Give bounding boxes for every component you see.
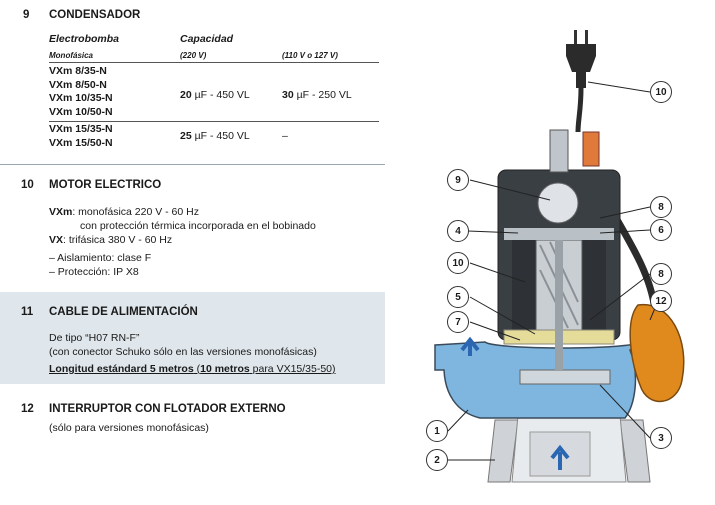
group1-capacity-220 bbox=[180, 89, 250, 101]
subheader-220v: (220 V) bbox=[180, 51, 207, 60]
std-length-bold: Longitud estándard 5 metros bbox=[49, 363, 194, 375]
capacitor-table bbox=[49, 33, 379, 153]
divider-rule bbox=[0, 164, 385, 165]
callout-2: 2 bbox=[426, 449, 448, 471]
section-title-interruptor: INTERRUPTOR CON FLOTADOR EXTERNO bbox=[49, 403, 286, 415]
capacity-unit: µF - 250 VL bbox=[293, 89, 352, 101]
callout-5: 5 bbox=[447, 286, 469, 308]
section-number-9: 9 bbox=[23, 9, 30, 21]
table-rule-header bbox=[49, 62, 379, 63]
upper-bearing-plate bbox=[504, 228, 614, 240]
callout-6: 6 bbox=[650, 219, 672, 241]
vx-label: VX bbox=[49, 234, 64, 246]
capacitor bbox=[538, 183, 578, 223]
model-name: VXm 15/35-N bbox=[49, 123, 113, 135]
group1-models bbox=[49, 65, 113, 119]
model-name: VXm 15/50-N bbox=[49, 136, 113, 149]
section-number-11: 11 bbox=[21, 306, 34, 318]
capacity-value: 20 bbox=[180, 89, 192, 101]
col-header-capacity: Capacidad bbox=[180, 33, 234, 45]
cable-top bbox=[578, 88, 581, 132]
section-title-condensador: CONDENSADOR bbox=[49, 9, 141, 21]
callout-11: 10 bbox=[650, 81, 672, 103]
motor-shaft bbox=[555, 240, 563, 370]
callout-7: 7 bbox=[447, 311, 469, 333]
section-number-10: 10 bbox=[21, 179, 34, 191]
group2-models bbox=[49, 123, 113, 150]
std-length-paren: ( bbox=[193, 363, 201, 375]
motor-vxm-line2: con protección térmica incorporada en el bobinado bbox=[80, 220, 316, 232]
capacity-value: 25 bbox=[180, 130, 192, 142]
callout-12: 12 bbox=[650, 290, 672, 312]
float-switch bbox=[630, 305, 684, 402]
std-length-rest: para VX15/35-50) bbox=[249, 363, 336, 375]
callout-3: 3 bbox=[650, 427, 672, 449]
callout-9: 9 bbox=[447, 169, 469, 191]
callout-8-upper: 8 bbox=[650, 196, 672, 218]
cable-standard-length bbox=[49, 362, 336, 376]
table-rule-mid bbox=[49, 121, 379, 122]
motor-vx-line bbox=[49, 233, 172, 247]
callout-10: 10 bbox=[447, 252, 469, 274]
std-length-bold-2: 10 metros bbox=[200, 363, 250, 375]
section-title-motor: MOTOR ELECTRICO bbox=[49, 179, 162, 191]
cable-inlet bbox=[583, 132, 599, 166]
col-header-pump: Electrobomba bbox=[49, 33, 120, 45]
section-title-cable: CABLE DE ALIMENTACIÓN bbox=[49, 306, 198, 318]
capacity-unit: µF - 450 VL bbox=[191, 130, 250, 142]
schuko-plug-icon bbox=[566, 30, 596, 88]
callout-1: 1 bbox=[426, 420, 448, 442]
vxm-text: : monofásica 220 V - 60 Hz bbox=[72, 206, 199, 218]
group1-capacity-110 bbox=[282, 89, 352, 101]
handle-cable-gland bbox=[550, 130, 568, 172]
capacity-value: 30 bbox=[282, 89, 294, 101]
callout-8-lower: 8 bbox=[650, 263, 672, 285]
callout-4: 4 bbox=[447, 220, 469, 242]
model-name: VXm 8/35-N bbox=[49, 65, 107, 77]
capacity-unit: µF - 450 VL bbox=[191, 89, 250, 101]
cable-type: De tipo “H07 RN-F” bbox=[49, 332, 140, 344]
motor-proteccion: – Protección: IP X8 bbox=[49, 266, 139, 278]
vx-text: : trifásica 380 V - 60 Hz bbox=[63, 234, 173, 246]
model-name: VXm 10/50-N bbox=[49, 105, 113, 118]
motor-aislamiento: – Aislamiento: clase F bbox=[49, 252, 152, 264]
interruptor-note: (sólo para versiones monofásicas) bbox=[49, 422, 209, 434]
section-number-12: 12 bbox=[21, 403, 34, 415]
model-name: VXm 8/50-N bbox=[49, 78, 107, 91]
impeller bbox=[520, 370, 610, 384]
subheader-monofasica: Monofásica bbox=[49, 51, 94, 60]
vxm-label: VXm bbox=[49, 206, 73, 218]
motor-vxm-line bbox=[49, 205, 199, 219]
model-name: VXm 10/35-N bbox=[49, 92, 113, 104]
group2-capacity-220 bbox=[180, 130, 250, 142]
cable-connector-note: (con conector Schuko sólo en las versiones monofásicas) bbox=[49, 346, 317, 358]
subheader-110v: (110 V o 127 V) bbox=[282, 51, 338, 60]
group2-capacity-110: – bbox=[282, 130, 288, 142]
